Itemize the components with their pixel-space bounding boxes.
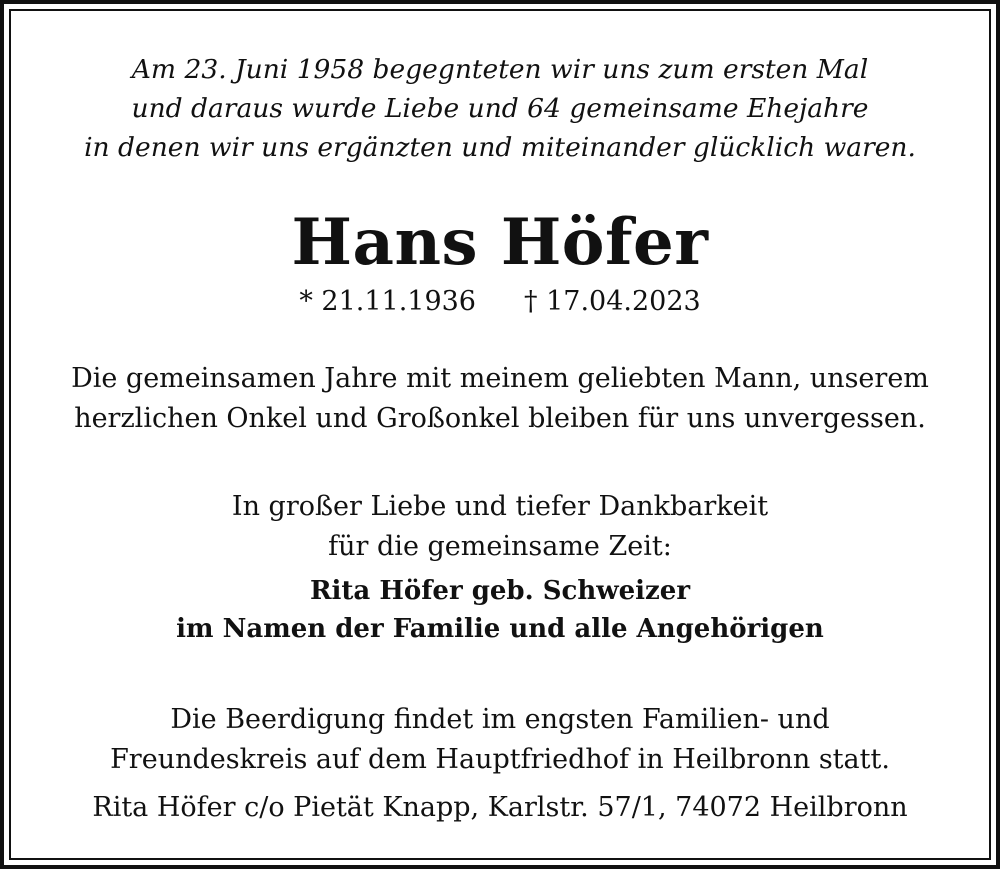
funeral-line: Die Beerdigung findet im engsten Familien- und [170,704,830,735]
signer-line: im Namen der Familie und alle Angehörigen [176,614,824,644]
gratitude-line: für die gemeinsame Zeit: [328,531,672,562]
obituary-notice [12,12,988,857]
death-date: † 17.04.2023 [524,286,701,317]
gratitude-line: In großer Liebe und tiefer Dankbarkeit [231,491,769,522]
funeral-line: Freundeskreis auf dem Hauptfriedhof in Heilbronn statt. [110,744,890,775]
intro-line: und daraus wurde Liebe und 64 gemeinsame Ehejahre [131,93,869,124]
tribute-text [12,359,988,439]
tribute-line: Die gemeinsamen Jahre mit meinem geliebten Mann, unserem [71,363,929,394]
signers [12,572,988,648]
signer-line: Rita Höfer geb. Schweizer [309,576,691,606]
tribute-line: herzlichen Onkel und Großonkel bleiben für uns unvergessen. [74,403,926,434]
intro-verse [12,50,988,167]
contact-address: Rita Höfer c/o Pietät Knapp, Karlstr. 57/1, 74072 Heilbronn [92,792,908,823]
birth-date: * 21.11.1936 [299,286,476,317]
intro-line: in denen wir uns ergänzten und miteinander glücklich waren. [84,132,916,163]
funeral-info [12,700,988,780]
life-dates [12,282,988,322]
gratitude-text [12,487,988,567]
intro-line: Am 23. Juni 1958 begegnteten wir uns zum ersten Mal [131,54,869,85]
deceased-name: Hans Höfer [291,205,709,280]
